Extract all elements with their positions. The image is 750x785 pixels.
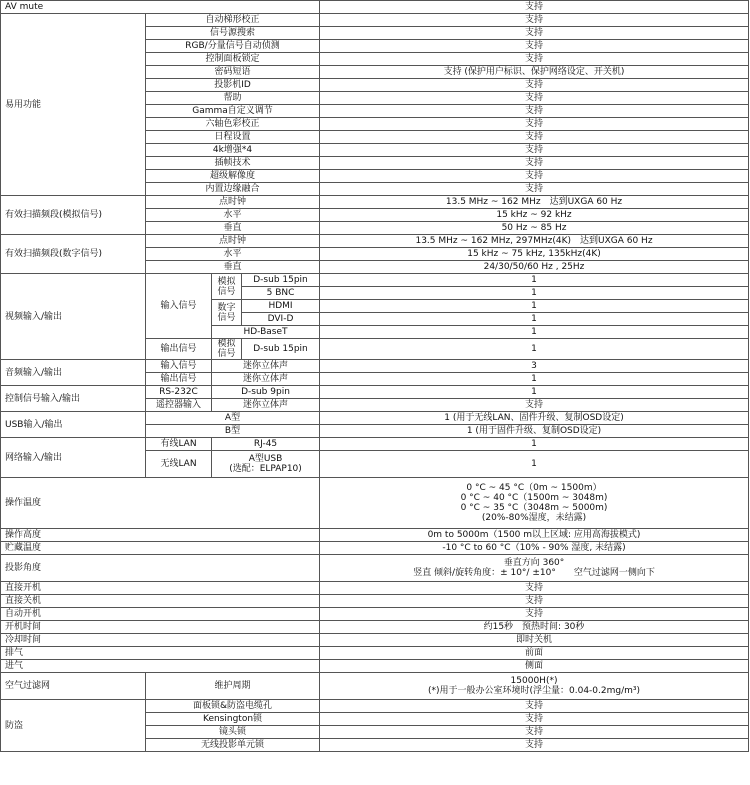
port-count: 1 xyxy=(320,287,749,300)
port-name: A型 xyxy=(146,412,320,425)
port-count: 1 xyxy=(320,339,749,360)
feature-name: 4k增强*4 xyxy=(146,144,320,157)
port-name xyxy=(212,451,320,478)
port-count: 1 xyxy=(320,326,749,339)
port-count: 1 xyxy=(320,373,749,386)
table-row xyxy=(1,660,749,673)
table-row xyxy=(1,1,749,14)
port-name: D-sub 15pin xyxy=(242,339,320,360)
section-label: 有效扫描频段(数字信号) xyxy=(1,235,146,274)
port-count: 1 xyxy=(320,386,749,399)
cell-line: 垂直方向 360° xyxy=(503,558,565,568)
row-label: 自动开机 xyxy=(1,608,320,621)
param-value: 13.5 MHz ~ 162 MHz, 297MHz(4K) 达到UXGA 60 Hz xyxy=(320,235,749,248)
row-value: -10 °C to 60 °C（10% - 90% 湿度, 未结露) xyxy=(320,542,749,555)
sub-name: 维护周期 xyxy=(146,673,320,700)
feature-value: 支持 xyxy=(320,157,749,170)
feature-value: 支持 xyxy=(320,170,749,183)
port-name: 迷你立体声 xyxy=(212,399,320,412)
feature-value: 支持 xyxy=(320,700,749,713)
param-value: 15 kHz ~ 75 kHz, 135kHz(4K) xyxy=(320,248,749,261)
feature-name: Kensington锁 xyxy=(146,713,320,726)
feature-name: 镜头锁 xyxy=(146,726,320,739)
param-name: 点时钟 xyxy=(146,235,320,248)
row-label: 排气 xyxy=(1,647,320,660)
section-label: 音频输入/输出 xyxy=(1,360,146,386)
feature-value: 支持 xyxy=(320,726,749,739)
port-count: 1 xyxy=(320,451,749,478)
cell-line: 竖直 倾斜/旋转角度：± 10°/ ±10° 空气过滤网一侧向下 xyxy=(413,568,655,578)
analog-label: 模拟信号 xyxy=(212,339,242,360)
port-count: 1 xyxy=(320,300,749,313)
row-value: 即时关机 xyxy=(320,634,749,647)
table-row xyxy=(1,412,749,425)
feature-name: 投影机ID xyxy=(146,79,320,92)
feature-value: 支持 xyxy=(320,183,749,196)
row-value: 约15秒 预热时间: 30秒 xyxy=(320,621,749,634)
port-name: 迷你立体声 xyxy=(212,373,320,386)
sub-name: RS-232C xyxy=(146,386,212,399)
table-row xyxy=(1,386,749,399)
row-label: AV mute xyxy=(1,1,320,14)
param-name: 垂直 xyxy=(146,222,320,235)
table-row xyxy=(1,274,749,287)
cell-line: 0 °C ~ 45 °C（0m ~ 1500m） xyxy=(466,483,602,493)
feature-value: 支持 xyxy=(320,79,749,92)
port-note: (选配：ELPAP10) xyxy=(229,464,302,474)
port-name: B型 xyxy=(146,425,320,438)
digital-label: 数字信号 xyxy=(212,300,242,326)
feature-name: 内置边缘融合 xyxy=(146,183,320,196)
table-row xyxy=(1,478,749,529)
table-row xyxy=(1,621,749,634)
row-label: 操作温度 xyxy=(1,478,320,529)
feature-name: 面板锁&防盗电缆孔 xyxy=(146,700,320,713)
port-name: RJ-45 xyxy=(212,438,320,451)
feature-name: 密码短语 xyxy=(146,66,320,79)
port-name: 迷你立体声 xyxy=(212,360,320,373)
cell-line: 15000H(*) xyxy=(510,676,558,686)
row-value: 支持 xyxy=(320,1,749,14)
param-name: 垂直 xyxy=(146,261,320,274)
section-label: 易用功能 xyxy=(1,14,146,196)
sub-name: 有线LAN xyxy=(146,438,212,451)
row-value: 支持 xyxy=(320,608,749,621)
section-label: 防盗 xyxy=(1,700,146,752)
table-row xyxy=(1,14,749,27)
row-label: 投影角度 xyxy=(1,555,320,582)
row-value: 前面 xyxy=(320,647,749,660)
param-name: 水平 xyxy=(146,209,320,222)
table-row xyxy=(1,595,749,608)
section-label: 视频输入/输出 xyxy=(1,274,146,360)
param-value: 13.5 MHz ~ 162 MHz 达到UXGA 60 Hz xyxy=(320,196,749,209)
port-name: D-sub 9pin xyxy=(212,386,320,399)
input-signal-label: 输入信号 xyxy=(146,274,212,339)
row-label: 进气 xyxy=(1,660,320,673)
table-row xyxy=(1,634,749,647)
feature-value: 支持 xyxy=(320,105,749,118)
feature-value: 支持 xyxy=(320,92,749,105)
feature-value: 支持 xyxy=(320,53,749,66)
feature-value: 支持 xyxy=(320,739,749,752)
analog-label: 模拟信号 xyxy=(212,274,242,300)
table-row xyxy=(1,542,749,555)
row-label: 开机时间 xyxy=(1,621,320,634)
cell-line: (20%-80%湿度，未结露) xyxy=(481,513,587,523)
port-count: 1 xyxy=(320,438,749,451)
feature-name: Gamma自定义调节 xyxy=(146,105,320,118)
row-value: 侧面 xyxy=(320,660,749,673)
feature-value: 支持 xyxy=(320,713,749,726)
feature-value: 支持 xyxy=(320,118,749,131)
table-row xyxy=(1,529,749,542)
feature-name: 控制面板锁定 xyxy=(146,53,320,66)
row-value xyxy=(320,555,749,582)
row-label: 冷却时间 xyxy=(1,634,320,647)
feature-value: 支持 xyxy=(320,131,749,144)
table-row xyxy=(1,235,749,248)
row-label: 直接关机 xyxy=(1,595,320,608)
param-name: 点时钟 xyxy=(146,196,320,209)
feature-name: 信号源搜索 xyxy=(146,27,320,40)
table-row xyxy=(1,360,749,373)
port-name: D-sub 15pin xyxy=(242,274,320,287)
param-value: 15 kHz ~ 92 kHz xyxy=(320,209,749,222)
row-value xyxy=(320,478,749,529)
table-row xyxy=(1,608,749,621)
feature-name: 无线投影单元锁 xyxy=(146,739,320,752)
param-name: 水平 xyxy=(146,248,320,261)
row-value: 0m to 5000m（1500 m以上区域: 应用高海拔模式) xyxy=(320,529,749,542)
port-name: HDMI xyxy=(242,300,320,313)
cell-line: 0 °C ~ 35 °C（3048m ~ 5000m) xyxy=(460,503,608,513)
feature-name: RGB/分量信号自动侦测 xyxy=(146,40,320,53)
sub-name: 无线LAN xyxy=(146,451,212,478)
table-row xyxy=(1,196,749,209)
port-count: 1 xyxy=(320,313,749,326)
param-value: 50 Hz ~ 85 Hz xyxy=(320,222,749,235)
port-name: DVI-D xyxy=(242,313,320,326)
section-label: 有效扫描频段(模拟信号) xyxy=(1,196,146,235)
row-label: 直接开机 xyxy=(1,582,320,595)
table-row xyxy=(1,438,749,451)
port-count: 1 xyxy=(320,274,749,287)
feature-value: 支持 (保护用户标识、保护网络设定、开关机) xyxy=(320,66,749,79)
row-value xyxy=(320,673,749,700)
row-label: 贮藏温度 xyxy=(1,542,320,555)
param-value: 24/30/50/60 Hz , 25Hz xyxy=(320,261,749,274)
cell-line: 0 °C ~ 40 °C（1500m ~ 3048m) xyxy=(460,493,608,503)
port-name: HD-BaseT xyxy=(212,326,320,339)
section-label: 控制信号输入/输出 xyxy=(1,386,146,412)
port-count: 支持 xyxy=(320,399,749,412)
port-count: 1 (用于固件升级、复制OSD设定) xyxy=(320,425,749,438)
section-label: 网络输入/输出 xyxy=(1,438,146,478)
table-row xyxy=(1,582,749,595)
sub-name: 遥控器输入 xyxy=(146,399,212,412)
port-name: 5 BNC xyxy=(242,287,320,300)
sub-name: 输入信号 xyxy=(146,360,212,373)
port-count: 3 xyxy=(320,360,749,373)
sub-name: 输出信号 xyxy=(146,373,212,386)
table-row xyxy=(1,700,749,713)
feature-name: 超级解像度 xyxy=(146,170,320,183)
port-count: 1 (用于无线LAN、固件升级、复制OSD设定) xyxy=(320,412,749,425)
table-row xyxy=(1,673,749,700)
feature-name: 插帧技术 xyxy=(146,157,320,170)
section-label: USB输入/输出 xyxy=(1,412,146,438)
row-value: 支持 xyxy=(320,582,749,595)
feature-name: 日程设置 xyxy=(146,131,320,144)
table-row xyxy=(1,555,749,582)
feature-name: 帮助 xyxy=(146,92,320,105)
feature-value: 支持 xyxy=(320,40,749,53)
output-signal-label: 输出信号 xyxy=(146,339,212,360)
feature-value: 支持 xyxy=(320,14,749,27)
feature-value: 支持 xyxy=(320,144,749,157)
table-row xyxy=(1,647,749,660)
feature-name: 六轴色彩校正 xyxy=(146,118,320,131)
feature-value: 支持 xyxy=(320,27,749,40)
feature-name: 自动梯形校正 xyxy=(146,14,320,27)
row-label: 空气过滤网 xyxy=(1,673,146,700)
cell-line: (*)用于一般办公室环境时(浮尘量：0.04-0.2mg/m³) xyxy=(427,686,641,696)
port-type: A型USB xyxy=(248,454,283,464)
row-value: 支持 xyxy=(320,595,749,608)
row-label: 操作高度 xyxy=(1,529,320,542)
